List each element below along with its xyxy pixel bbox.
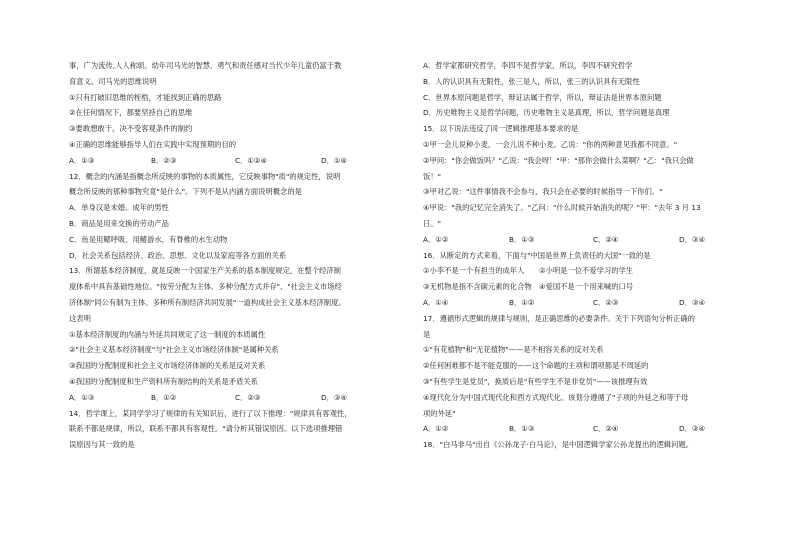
answer-option: C．②③ [235,392,261,402]
text-line: 事，广为流传,人人称颂。幼年司马光的智慧、勇气和责任感对当代少年儿童仍富于教 [69,61,342,70]
text-line: ①甲一会儿说种小麦，一会儿说不种小麦。乙说："你的两种意见我都不同意。" [423,139,678,149]
right-column [423,58,747,453]
answer-option: D．③④ [321,392,347,402]
text-line: 这表明 [69,313,91,323]
text-line: 15．以下说法违反了同一逻辑推理基本要求的是 [423,124,579,134]
text-line: ③无机物是指不含碳元素的化合物 ④爱国不是一个用来喊的口号 [423,282,634,292]
text-line: 概念所反映的那种事物究竟"是什么"。下列不是从内涵方面说明概念的是 [69,187,302,197]
text-line: B．人的认识具有无限性，张三是人，所以，张三的认识具有无限性 [423,76,640,86]
answer-option: D．③④ [679,297,705,307]
answer-option: B．②③ [151,155,177,165]
answer-option: B．①② [509,297,535,307]
text-line: C．世界本原问题是哲学，辩证法属于哲学，所以，辩证法是世界本原问题 [423,92,662,102]
answer-option: B．①② [151,392,177,402]
text-line: ③要敢想敢干，决不受客观条件的制约 [69,124,193,134]
answer-options [423,295,747,311]
text-line: ②在任何情况下，都要坚持自己的思维 [69,108,193,118]
text-line: A．单身汉是未婚、成年的男性 [69,203,169,213]
text-line: ②"社会主义基本经济制度"与"社会主义市场经济体制"是属种关系 [69,345,279,355]
answer-option: B．①③ [509,234,535,244]
answer-option: A．①④ [423,297,449,307]
text-line: 济体制"同公有制为主体、多种所有制经济共同发展"一道构成社会主义基本经济制度。 [69,297,346,307]
text-line: 项的外延" [423,408,456,418]
text-line: ①只有打破旧思维的桎梏，才能找到正确的思路 [69,92,222,102]
text-line: 联系不都是规律，所以，联系不都具有客观性。"请分析其错误原因。以下选项推理错 [69,424,343,434]
answer-options [69,153,381,169]
text-line: 误原因与其一致的是 [69,440,135,450]
text-line: 饭！" [423,171,441,181]
text-line: A．哲学家都研究哲学，李四不是哲学家，所以，李四不研究哲学 [423,61,633,70]
text-line: 度体系中具有基础性地位。"按劳分配为主体、多种分配方式并存"、"社会主义市场经 [69,282,342,292]
answer-option: C．①②④ [235,155,268,165]
answer-option: C．②④ [593,234,619,244]
text-line: ②任何困难都不是不能克服的——这个命题的主项和谓项都是不周延的 [423,361,649,371]
text-line: ④甲说："我的记忆完全消失了。"乙问："什么时候开始消失的呢？"甲："去年 3 月 13 [423,203,701,213]
answer-options [423,421,747,437]
text-line: 日。" [423,218,441,228]
answer-option: A．①③ [69,155,95,165]
answer-option: C．②④ [593,424,619,434]
text-line: 育意义。司马光的思维说明 [69,76,157,86]
answer-option: D．①④ [321,155,347,165]
text-line: C．鱼是用鳃呼吸、用鳍游水，有脊椎的水生动物 [69,234,228,244]
answer-option: D．③④ [679,424,705,434]
text-line: ③"有些学生是党员"，换质后是"有些学生不是非党员"——该推理有效 [423,376,648,386]
answer-option: C．②③ [593,297,619,307]
text-line: ③甲对乙说："这件事情我不会参与，我只会在必要的时候指导一下你们。" [423,187,663,197]
text-line: 17．遵循形式逻辑的规律与规则，是正确思维的必要条件。关于下列语句分析正确的 [423,313,695,323]
answer-options [423,232,747,248]
text-line: ③我国的分配制度和社会主义市场经济体制的关系是反对关系 [69,361,266,371]
answer-option: A．①③ [69,392,95,402]
answer-option: A．①② [423,424,449,434]
text-line: ④我国的分配制度和生产资料所有制结构的关系是矛盾关系 [69,376,258,386]
answer-options [69,390,381,406]
text-line: 16．从断定的方式来看，下面与"中国是世界上负责任的大国"一致的是 [423,250,651,260]
text-line: 14．哲学课上，某同学学习了规律的有关知识后，进行了以下推理："规律具有客观性， [69,408,352,418]
text-line: 12．概念的内涵是指概念所反映的事物的本质属性，它反映事物"质"的规定性，说明 [69,171,341,181]
answer-option: A．①② [423,234,449,244]
text-line: 是 [423,329,431,339]
text-line: 18．"白马非马"出自《公孙龙子·白马论》，是中国逻辑学家公孙龙提出的逻辑问题。 [423,440,694,450]
text-line: 13．所谓基本经济制度，就是反映一个国家生产关系的基本制度规定，在整个经济制 [69,266,341,276]
answer-option: D．③④ [679,234,705,244]
text-line: ①"有花植物"和"无花植物"——是不相容关系的反对关系 [423,345,604,355]
text-line: ①基本经济制度的内涵与外延共同规定了这一制度的本质属性 [69,329,266,339]
text-line: ④正确的思维能够指导人们在实践中实现预期的目的 [69,139,237,149]
text-line: ④现代化分为中国式现代化和西方式现代化。该划分遵循了"子项的外延之和等于母 [423,392,689,402]
text-line: B．商品是用来交换的劳动产品 [69,218,169,228]
text-line: D．历史唯物主义是哲学问题，历史唯物主义是真理，所以，哲学问题是真理 [423,108,670,118]
left-column [69,58,381,453]
text-line: D．社会关系包括经济、政治、思想、文化以及家庭等各方面的关系 [69,250,287,260]
text-line: ②甲问："你会做饭吗？"乙说："我会呀！"甲："那你会做什么菜啊？"乙："我只会做 [423,155,694,165]
answer-option: B．①③ [509,424,535,434]
text-line: ①小李不是一个有担当的成年人 ②小明是一位不爱学习的学生 [423,266,634,276]
